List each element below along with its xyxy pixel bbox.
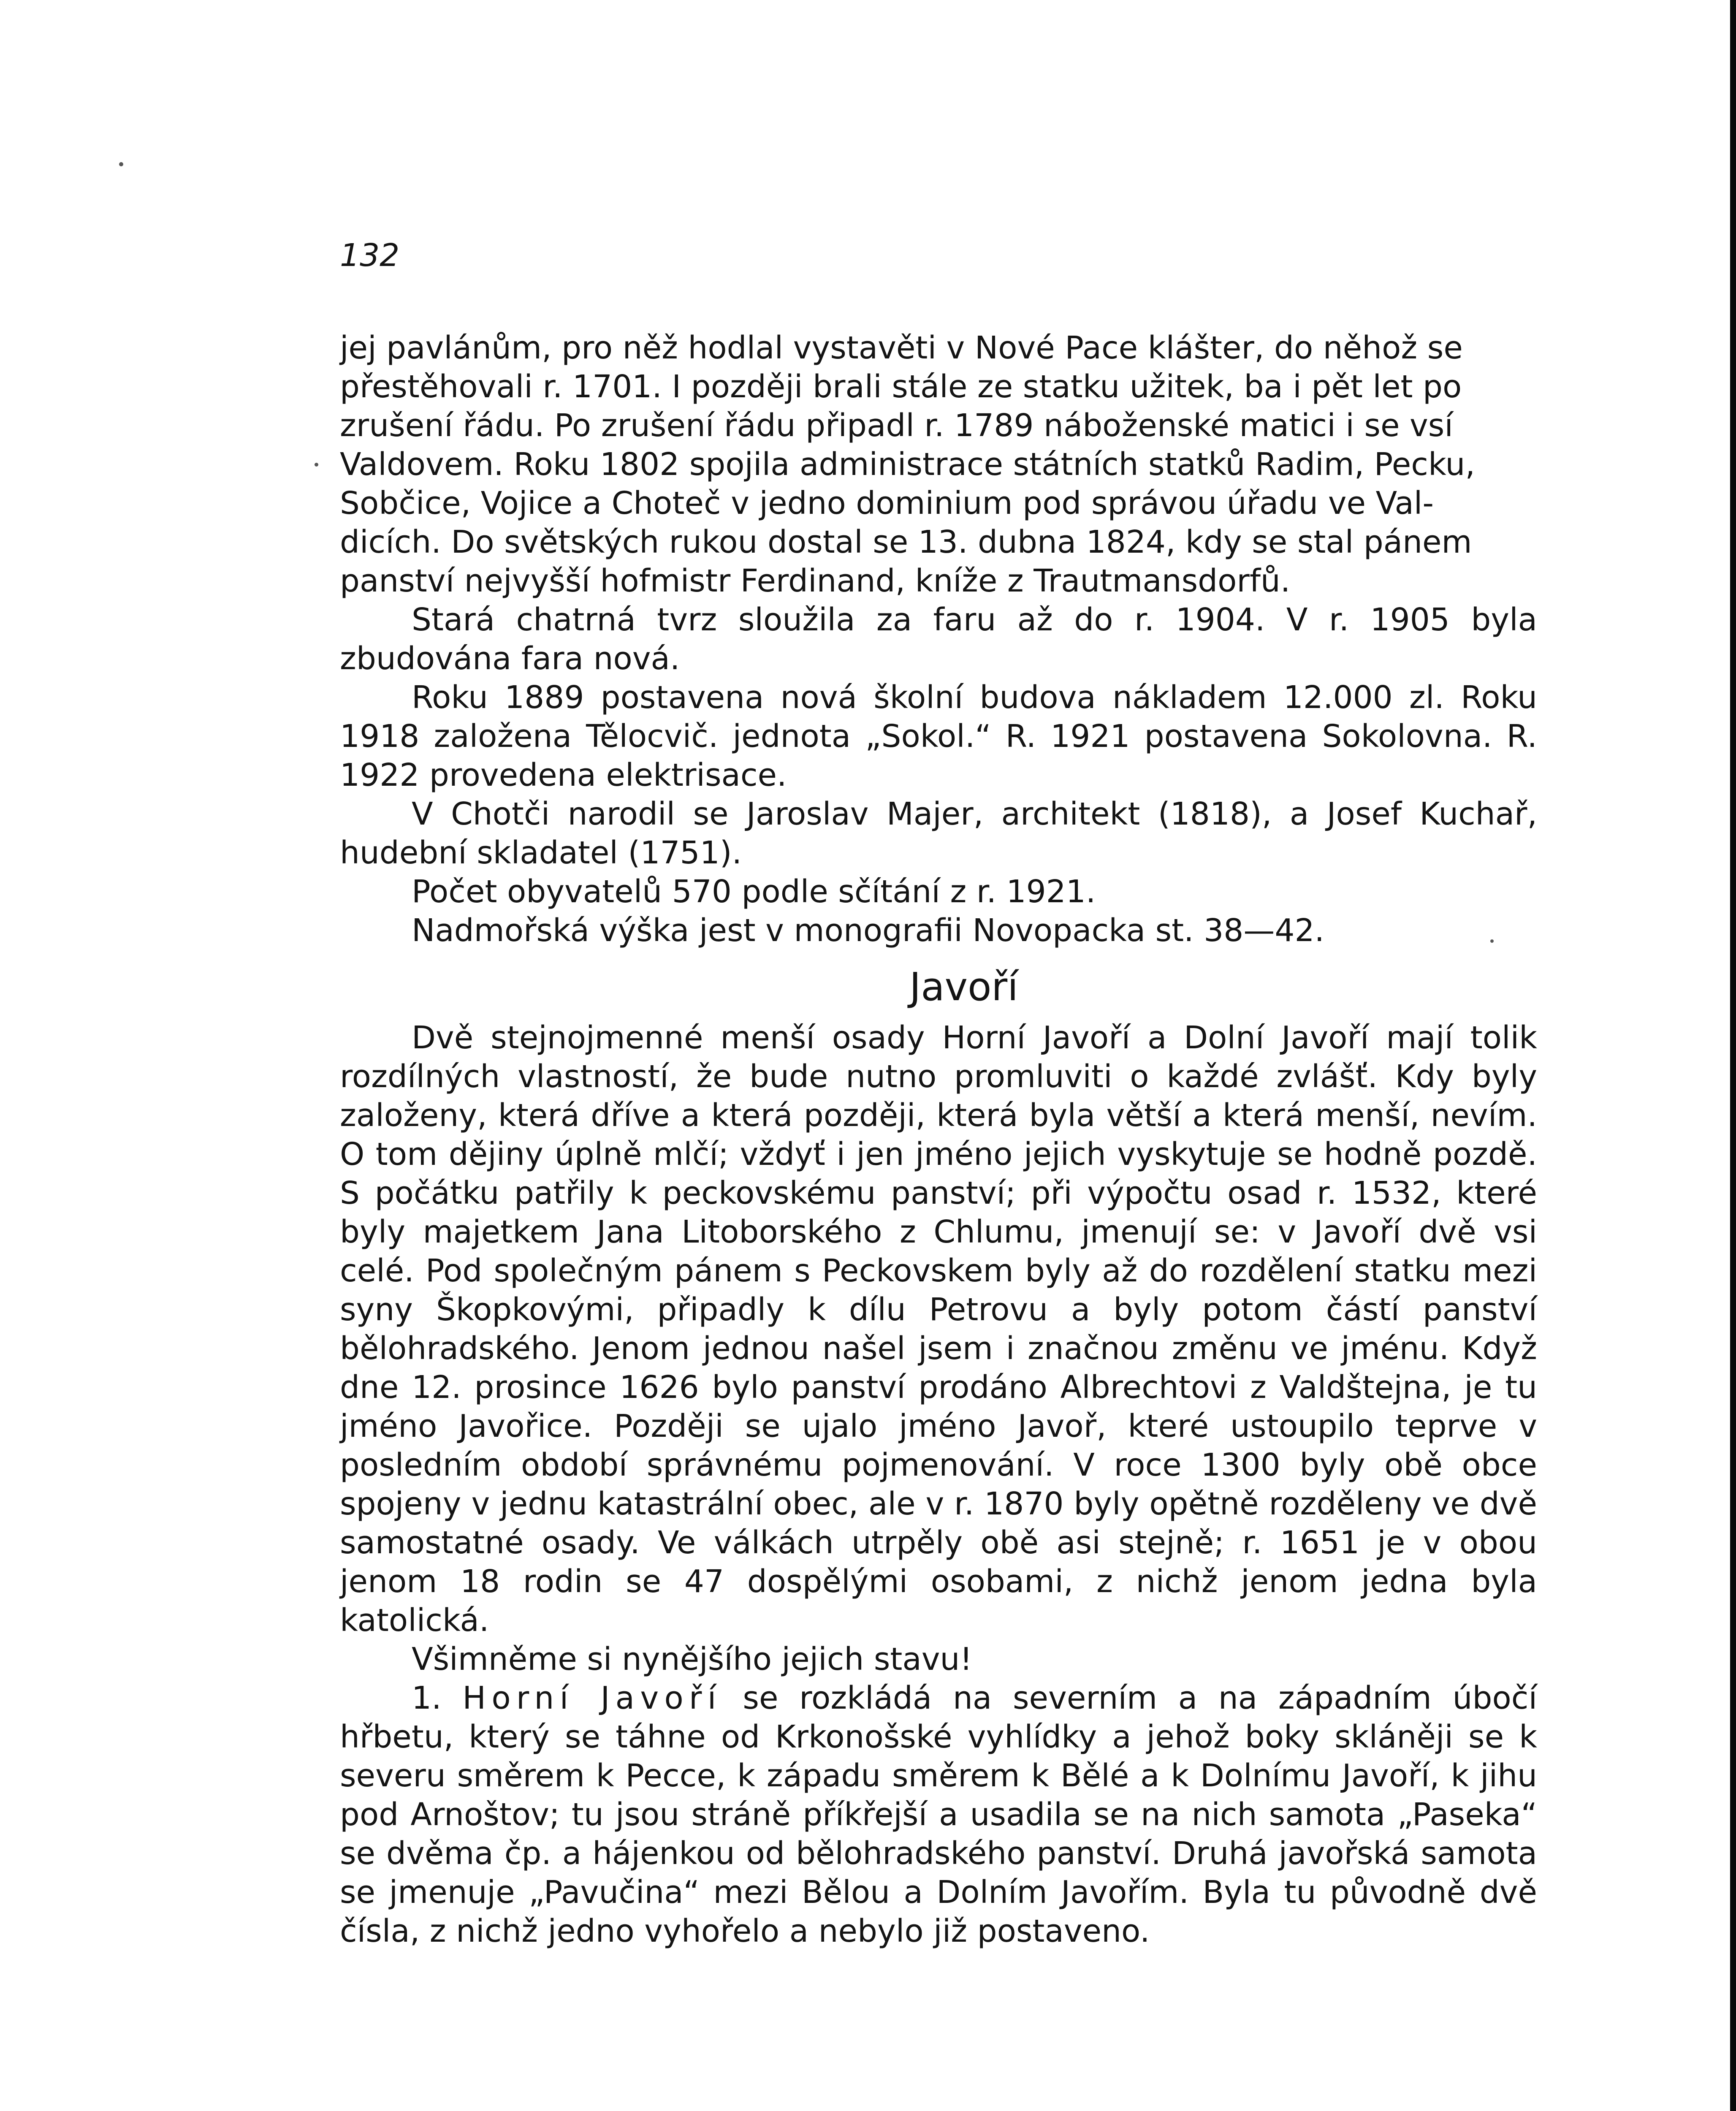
paragraph: Dvě stejnojmenné menší osady Horní Javoří a Dolní Javoří mají tolik rozdílných vlastností, že bude nutno promluviti o každé zvlášť. Kdy byly založeny, která dříve a která později, která byla větší a která menší, nevím. O tom dějiny úplně mlčí; vždyť i jen jméno jejich vyskytuje se hodně pozdě. S počátku patřily k peckovskému panství; při výpočtu osad r. 1532, které byly majetkem Jana Litoborského z Chlumu, jmenují se: v Javoří dvě vsi celé. Pod společným pánem s Peckovskem byly až do rozdělení statku mezi syny Škopkovými, připadly k dílu Petrovu a byly potom částí panství bělohradského. Jenom jednou našel jsem i značnou změnu ve jménu. Když dne 12. prosince 1626 bylo panství prodáno Albrechtovi z Valdštejna, je tu jméno Javořice. Později se ujalo jméno Javoř, které ustoupilo teprve v posledním období správnému pojmenování. V roce 1300 byly obě obce spojeny v jednu katastrální obec, ale v r. 1870 byly opětně rozděleny ve dvě samostatné osady. Ve válkách utrpěly obě asi stejně; r. 1651 je v obou jenom 18 rodin se 47 dospělými osobami, z nichž jenom jedna byla katolická. (340, 1020, 1537, 1639)
section-heading: Javoří (909, 964, 1018, 1009)
paragraph: Všimněme si nynějšího jejich stavu! (412, 1641, 973, 1677)
paragraph: jej pavlánům, pro něž hodlal vystavěti v Nové Pace klášter, do něhož se přestěhovali r. 1701. I později brali stále ze statku užitek, ba i pět let po zrušení řádu. Po zrušení řádu připadl r. 1789 náboženské matici i se vsí Valdovem. Roku 1802 spojila administrace státních statků Radim, Pecku, Sobčice, Vojice a Choteč v jedno dominium pod správou úřadu ve Val- dicích. Do světských rukou dostal se 13. dubna 1824, kdy se stal pánem panství nejvyšší hofmistr Ferdinand, kníže z Trautmansdorfů. (340, 330, 1475, 599)
item-number: 1. (412, 1680, 442, 1716)
paragraph: Stará chatrná tvrz sloužila za faru až do r. 1904. V r. 1905 byla zbudována fara nová. (340, 602, 1537, 677)
paragraph: Roku 1889 postavena nová školní budova nákladem 12.000 zl. Roku 1918 založena Tělocvič. jednota „Sokol.“ R. 1921 postavena Sokolovna. R. 1922 provedena elektrisace. (340, 679, 1537, 793)
place-name: Horní Javoří (462, 1680, 722, 1716)
paragraph-text: se rozkládá na severním a na západním úbočí hřbetu, který se táhne od Krkonošské vyhlídky a jehož boky skláněji se k severu směrem k Pecce, k západu směrem k Bělé a k Dolnímu Javoří, k jihu pod Arnoštov; tu jsou stráně příkřejší a usadila se na nich samota „Paseka“ se dvěma čp. a hájenkou od bělohradského panství. Druhá javořská samota se jmenuje „Pavučina“ mezi Bělou a Dolním Javořím. Byla tu původně dvě čísla, z nichž jedno vyhořelo a nebylo již postaveno. (340, 1680, 1538, 1949)
paragraph: Nadmořská výška jest v monografii Novopacka st. 38—42. (412, 912, 1325, 949)
paragraph: V Chotči narodil se Jaroslav Majer, architekt (1818), a Josef Kuchař, hudební skladatel (1751). (340, 796, 1537, 871)
paragraph: Počet obyvatelů 570 podle sčítání z r. 1921. (412, 874, 1096, 910)
paragraph (340, 1679, 1537, 1951)
page-number: 132 (340, 237, 400, 274)
scan-speck (119, 162, 123, 166)
page-edge (1730, 0, 1736, 2111)
page-body (340, 328, 1537, 1951)
scan-speck (315, 463, 318, 467)
